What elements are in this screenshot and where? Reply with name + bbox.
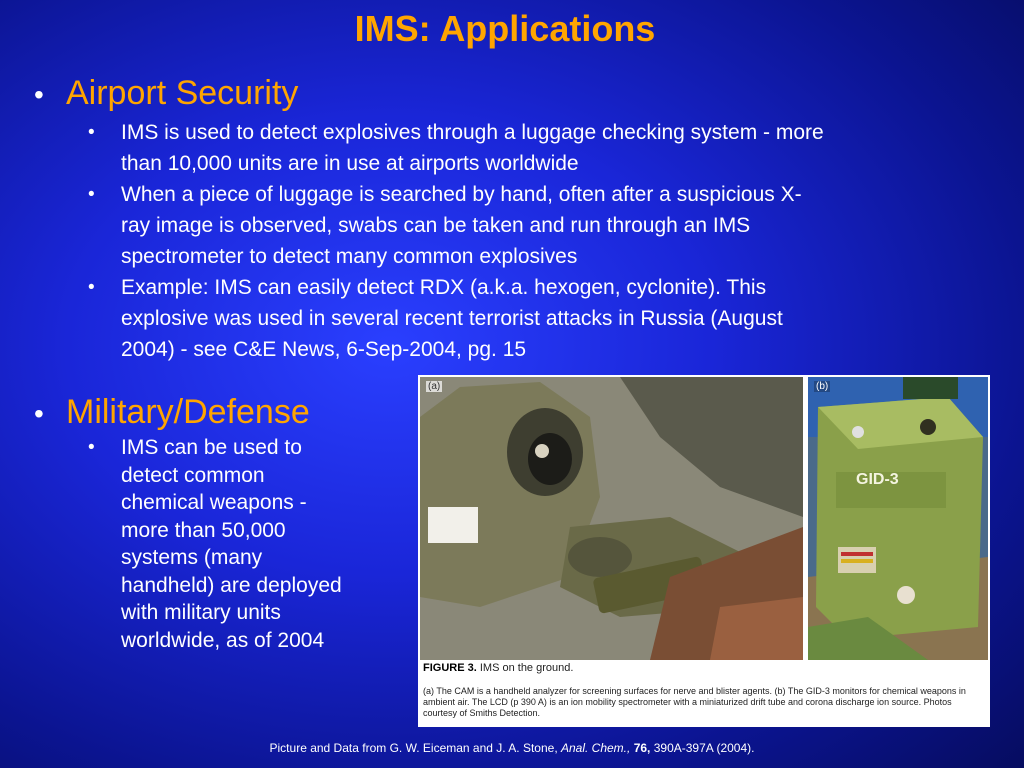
bullet-icon: • — [34, 398, 44, 429]
panel-a-label: (a) — [428, 381, 441, 392]
section-heading: Airport Security — [66, 74, 299, 112]
bullet-line: IMS is used to detect explosives through a luggage checking system - more — [121, 121, 824, 144]
bullet-item — [88, 117, 988, 179]
bullet-line: handheld) are deployed — [121, 573, 342, 597]
slide-title: IMS: Applications — [354, 8, 656, 49]
gid3-device-illustration — [808, 377, 988, 660]
bullet-icon: • — [88, 184, 95, 205]
bullet-item — [88, 272, 988, 365]
bullet-line: IMS can be used to — [121, 436, 302, 459]
soldier-illustration — [420, 377, 803, 660]
bullet-line: ray image is observed, swabs can be taken and run through an IMS — [121, 214, 751, 237]
citation-volume: 76, — [633, 741, 651, 755]
figure-label — [423, 662, 573, 674]
figure-number: FIGURE 3. — [423, 662, 477, 674]
section-heading: Military/Defense — [66, 393, 310, 431]
bullet-line: than 10,000 units are in use at airports worldwide — [121, 152, 579, 175]
bullet-item — [88, 434, 408, 654]
figure-title: IMS on the ground. — [479, 662, 574, 674]
figure-caption: (a) The CAM is a handheld analyzer for screening surfaces for nerve and blister agents. (b) The GID-3 monitors for chemical weapons in ambient air. The LCD (p 390 A) is an ion mobility spectrometer with a miniaturized drift tube and corona discharge ion source. Photos courtesy of Smiths Detection. — [423, 686, 966, 718]
bullet-icon: • — [88, 437, 95, 458]
bullet-line: explosive was used in several recent terrorist attacks in Russia (August — [121, 307, 783, 330]
photo-cam-handheld — [420, 377, 803, 660]
citation-prefix: Picture and Data from G. W. Eiceman and J. A. Stone, — [269, 741, 561, 755]
citation-footer — [0, 741, 1024, 755]
bullet-line: 2004) - see C&E News, 6-Sep-2004, pg. 15 — [121, 338, 527, 361]
bullet-line: Example: IMS can easily detect RDX (a.k.a. hexogen, cyclonite). This — [121, 276, 767, 299]
bullet-icon: • — [34, 79, 44, 110]
bullet-line: spectrometer to detect many common explosives — [121, 245, 578, 268]
bullet-icon: • — [88, 122, 95, 143]
military-bullets — [88, 434, 408, 654]
section-airport-security — [34, 74, 298, 113]
bullet-line: worldwide, as of 2004 — [121, 628, 325, 652]
airport-bullets — [88, 117, 988, 365]
bullet-item — [88, 179, 988, 272]
section-military-defense — [34, 393, 310, 432]
device-label: GID-3 — [856, 471, 899, 488]
bullet-line: with military units — [121, 601, 281, 624]
citation-journal: Anal. Chem., — [560, 741, 631, 755]
bullet-line: more than 50,000 — [121, 518, 286, 542]
figure-ims-on-ground — [418, 375, 990, 727]
bullet-line: detect common — [121, 463, 265, 487]
bullet-line: systems (many — [121, 546, 263, 569]
citation-pages: 390A-397A (2004). — [650, 741, 755, 755]
bullet-line: chemical weapons - — [121, 491, 307, 514]
bullet-line: When a piece of luggage is searched by hand, often after a suspicious X- — [121, 183, 802, 206]
photo-gid3-monitor — [808, 377, 988, 660]
panel-b-label: (b) — [816, 381, 829, 392]
bullet-icon: • — [88, 277, 95, 298]
